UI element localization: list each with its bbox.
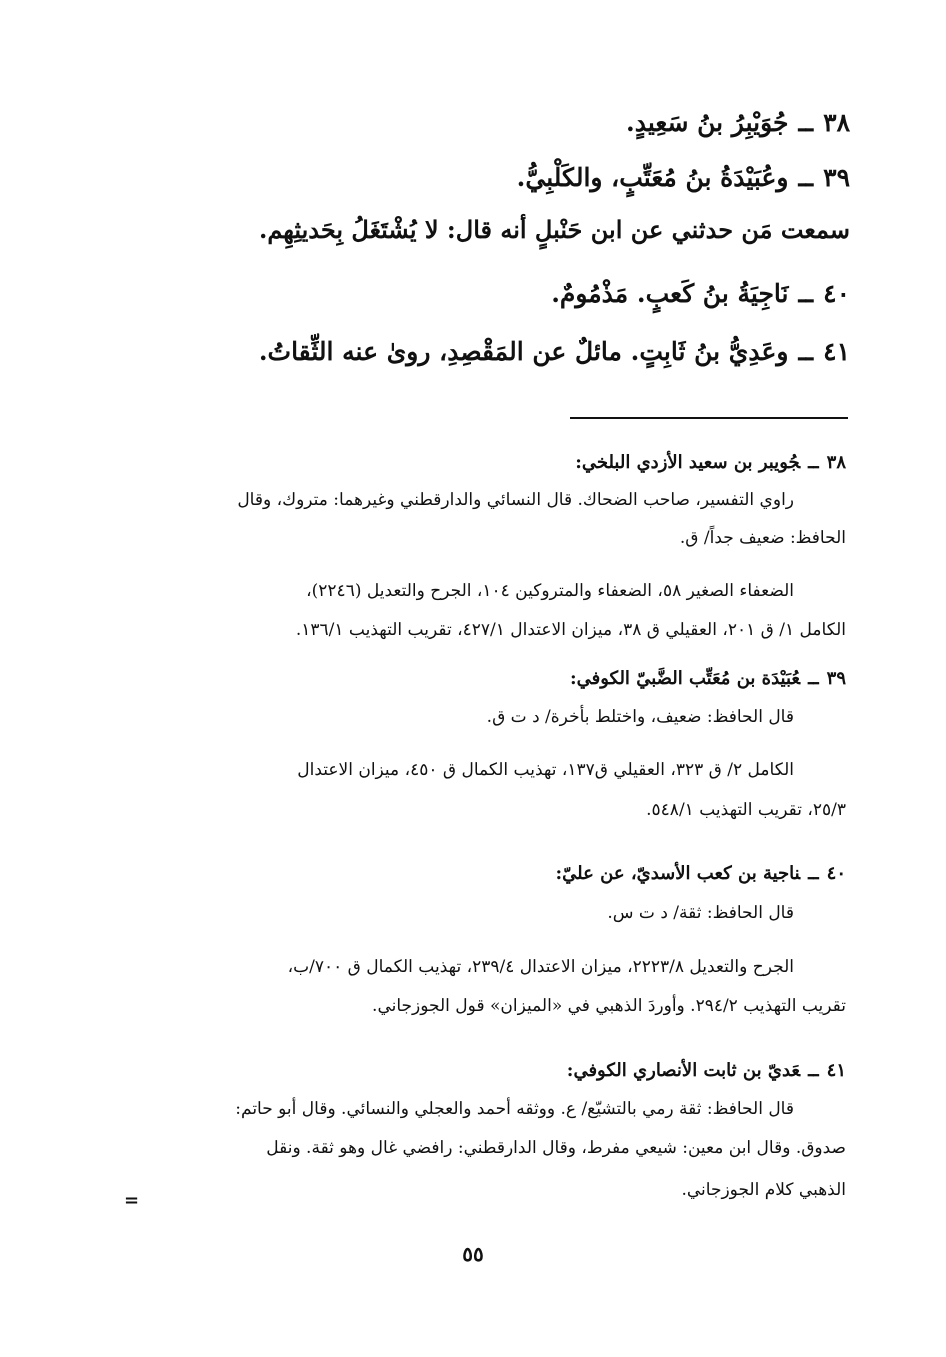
quote-line: سمعت مَن حدثني عن ابن حَنْبلٍ أنه قال: لا يُشْتَغَلُ بِحَديثِهِم. [258,215,850,244]
footnote-number: ٤٠ [826,863,846,884]
footnote-title: عَديّ بن ثابت الأنصاري الكوفي: [566,1060,801,1081]
footnote-line: الذهبي كلام الجوزجاني. [681,1180,846,1200]
footnote-title: جُويبر بن سعيد الأزدي البلخي: [575,452,801,473]
footnote-line: قال الحافظ: ثقة/ د ت س. [607,903,794,923]
entry-number: ٣٨ [823,108,850,137]
footnote-reference-line: الضعفاء الصغير ٥٨، الضعفاء والمتروكين ١٠٤، الجرح والتعديل (٢٢٤٦)، [306,581,794,601]
footnote-heading-41 [120,1060,846,1081]
footnote-line: راوي التفسير، صاحب الضحاك. قال النسائي والدارقطني وغيرهما: متروك، وقال [237,490,794,510]
entry-dash: ــ [798,279,814,308]
footnote-heading-39 [120,668,846,689]
footnote-dash: ــ [808,863,819,884]
continuation-mark: = [124,1190,140,1211]
entry-text: وعُبَيْدَةُ بنُ مُعَتِّبٍ، والكَلْبِيُّ. [516,163,789,192]
footnote-line: صدوق. وقال ابن معين: شيعي مفرط، وقال الدارقطني: رافضي غال وهو ثقة. ونقل [266,1138,846,1158]
footnote-dash: ــ [808,1060,819,1081]
footnote-line: الحافظ: ضعيف جداً/ ق. [679,528,846,548]
footnote-reference-line: الكامل ١/ ق ٢٠١، العقيلي ق ٣٨، ميزان الاعتدال ٤٢٧/١، تقريب التهذيب ١٣٦/١. [295,620,846,640]
footnote-dash: ــ [808,668,819,689]
main-entry-41 [150,337,850,366]
footnote-number: ٣٨ [826,452,846,473]
footnote-number: ٣٩ [826,668,846,689]
footnote-title: عُبَيْدَة بن مُعَتِّب الضَّبيّ الكوفي: [569,668,801,689]
footnote-heading-38 [120,452,846,473]
footnote-dash: ــ [808,452,819,473]
main-entry-39 [150,163,850,192]
footnote-line: قال الحافظ: ثقة رمي بالتشيّع/ ع. ووثقه أحمد والعجلي والنسائي. وقال أبو حاتم: [235,1099,794,1119]
footnote-reference-line: الجرح والتعديل ٢٢٢٣/٨، ميزان الاعتدال ٢٣٩/٤، تهذيب الكمال ق ٧٠٠/ب، [287,957,794,977]
entry-text: نَاجِيَةُ بنُ كَعبٍ. مَذْمُومٌ. [551,279,789,308]
footnote-title: ناجية بن كعب الأسديّ، عن عليّ: [555,863,801,884]
main-entry-38 [150,108,850,137]
footnote-heading-40 [120,863,846,884]
entry-dash: ــ [798,337,814,366]
footnote-line: قال الحافظ: ضعيف، واختلط بأخرة/ د ت ق. [486,707,794,727]
footnote-reference-line: ٢٥/٣، تقريب التهذيب ٥٤٨/١. [646,800,846,820]
footnote-number: ٤١ [826,1060,846,1081]
entry-text: وعَدِيُّ بنُ ثَابِتٍ. مائلٌ عن المَقْصِدِ، روىٰ عنه الثِّقاتُ. [258,337,789,366]
entry-number: ٤٠ [823,279,850,308]
entry-dash: ــ [798,108,814,137]
entry-text: جُوَيْبِرُ بنُ سَعِيدٍ. [626,108,789,137]
entry-number: ٤١ [823,337,850,366]
entry-number: ٣٩ [823,163,850,192]
footnote-reference-line: تقريب التهذيب ٢٩٤/٢. وأوردَ الذهبي في «الميزان» قول الجوزجاني. [372,996,846,1016]
main-entry-40 [150,279,850,308]
footnote-reference-line: الكامل ٢/ ق ٣٢٣، العقيلي ق١٣٧، تهذيب الكمال ق ٤٥٠، ميزان الاعتدال [297,760,794,780]
entry-dash: ــ [798,163,814,192]
footnote-separator [570,417,848,419]
page-number: ٥٥ [462,1242,484,1266]
